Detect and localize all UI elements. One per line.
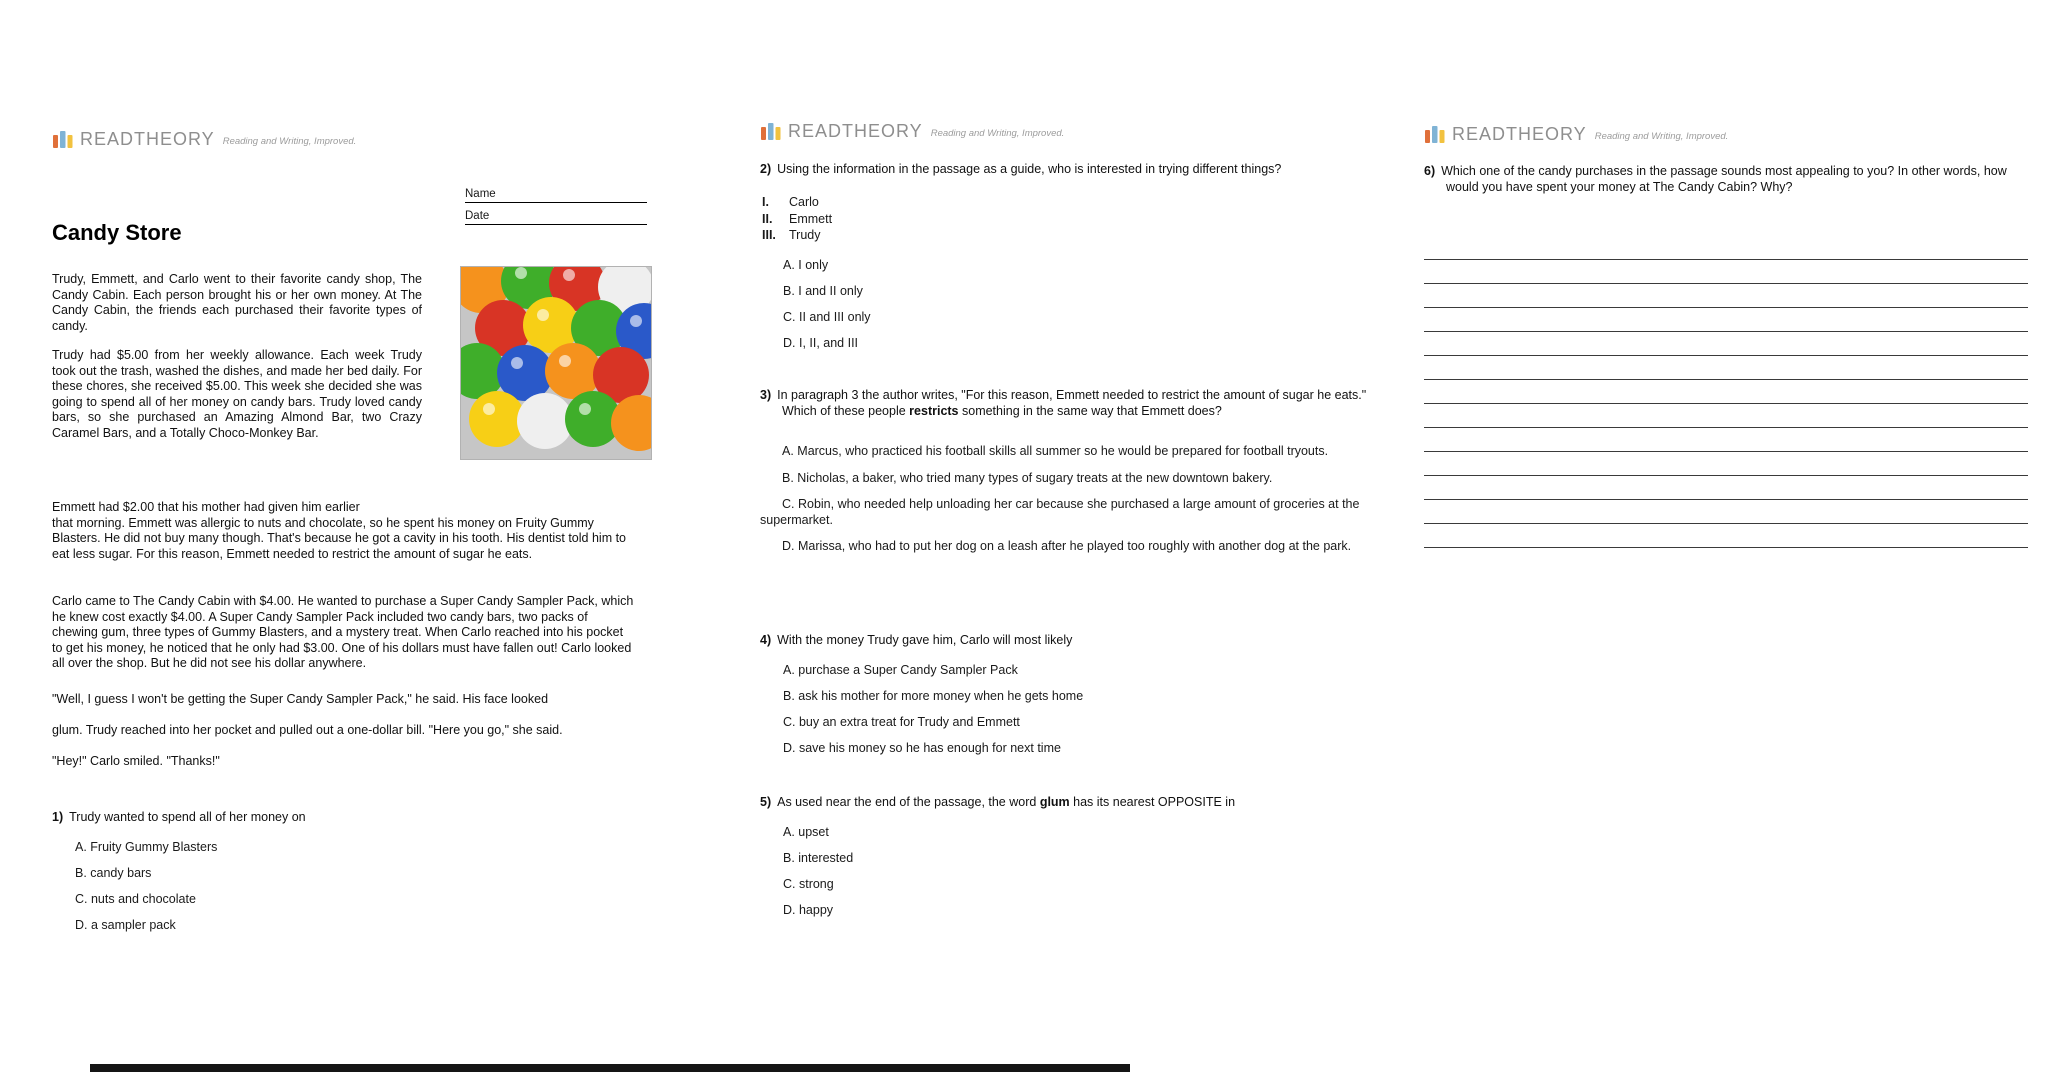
dialogue-line-2: glum. Trudy reached into her pocket and pulled out a one-dollar bill. "Here you go," she said. [52,723,563,737]
question-2-text: Using the information in the passage as a guide, who is interested in trying different things? [777,162,1282,176]
question-1-text: Trudy wanted to spend all of her money on [69,810,306,824]
brand-tagline: Reading and Writing, Improved. [222,135,357,147]
answer-line [1424,476,2028,500]
question-5-text-before: As used near the end of the passage, the word [777,795,1040,809]
answer-line [1424,500,2028,524]
name-field [465,188,647,203]
question-1-number: 1) [52,810,64,824]
brand-tagline: Reading and Writing, Improved. [1594,130,1729,142]
books-icon [760,120,782,142]
paragraph-4: Carlo came to The Candy Cabin with $4.00. He wanted to purchase a Super Candy Sampler Pack, which he knew cost exactly $4.00. A Super Candy Sampler Pack included two candy bars, two packs of chewing gum, three types of Gummy Blasters, and a mystery treat. When Carlo reached into his pocket to get his money, he noticed that he only had $3.00. One of his dollars must have fallen out! Carlo looked all over the shop. But he did not see his dollar anywhere. [52,594,634,671]
answer-line [1424,428,2028,452]
readtheory-logo [760,120,1064,142]
paragraph-2: Trudy had $5.00 from her weekly allowance. Each week Trudy took out the trash, washed the dishes, and made her bed daily. For these chores, she received $5.00. This week she decided she was going to spend all of her money on candy bars. Trudy loved candy bars, so she purchased an Amazing Almond Bar, two Crazy Caramel Bars, and a Totally Choco-Monkey Bar. [52,348,422,440]
answer-line [1424,452,2028,476]
passage-title: Candy Store [52,220,182,245]
question-3-bold-word: restricts [909,403,959,418]
question-2-number: 2) [760,162,772,176]
option-4b: B. ask his mother for more money when he gets home [783,689,1084,703]
option-3a: A. Marcus, who practiced his football skills all summer so he would be prepared for football tryouts. [782,444,1329,458]
option-5b: B. interested [783,851,854,865]
dialogue-line-3: "Hey!" Carlo smiled. "Thanks!" [52,754,220,768]
question-4-options [760,663,1083,767]
question-3-options [760,444,1385,566]
option-3c: C. Robin, who needed help unloading her car because she purchased a large amount of groceries at the supermarket. [760,497,1360,527]
paragraph-3-line1: Emmett had $2.00 that his mother had given him earlier [52,500,360,514]
roman-item-3 [762,227,832,244]
brand-tagline: Reading and Writing, Improved. [930,127,1065,139]
brand-name: READTHEORY [788,120,923,141]
roman-numeral: I. [762,195,769,209]
question-4-number: 4) [760,633,772,647]
option-2b: B. I and II only [783,284,863,298]
question-1 [52,810,642,826]
question-3-text-after: something in the same way that Emmett does? [958,403,1222,418]
readtheory-logo [1424,123,1728,145]
name-label: Name [465,188,496,200]
brand-name: READTHEORY [1452,123,1587,144]
question-4-text: With the money Trudy gave him, Carlo will most likely [777,633,1073,647]
question-1-options [52,840,217,944]
paragraph-3-rest: that morning. Emmett was allergic to nuts and chocolate, so he spent his money on Fruity Gummy Blasters. He did not buy many though. That's because he got a cavity in his tooth. His dentist told him to eat less sugar. For this reason, Emmett needed to restrict the amount of sugar he eats. [52,515,626,561]
answer-line [1424,332,2028,356]
date-field [465,210,647,225]
roman-label: Emmett [789,211,833,226]
paragraph-1: Trudy, Emmett, and Carlo went to their favorite candy shop, The Candy Cabin. Each person brought his or her own money. At The Candy Cabin, the friends each purchased their favorite types of candy. [52,272,422,333]
option-3b: B. Nicholas, a baker, who tried many types of sugary treats at the new downtown bakery. [782,470,1273,485]
gumballs-illustration [461,267,651,459]
paragraph-3 [52,500,632,562]
gumballs-image [460,266,652,460]
option-2d: D. I, II, and III [783,336,859,350]
option-5a: A. upset [783,825,829,839]
roman-label: Trudy [789,228,821,242]
question-6 [1424,164,2016,195]
option-5c: C. strong [783,877,834,891]
bottom-window-edge [90,1064,1130,1072]
dialogue-line-1: "Well, I guess I won't be getting the Super Candy Sampler Pack," he said. His face looked [52,692,549,706]
question-4 [760,633,1400,649]
answer-line [1424,404,2028,428]
roman-numeral: II. [762,211,773,226]
question-2-roman-list [762,194,832,244]
roman-numeral: III. [762,228,776,242]
question-5-options [760,825,853,929]
option-5d: D. happy [783,903,834,917]
question-3 [760,388,1385,419]
option-1c: C. nuts and chocolate [75,892,196,906]
question-6-text: Which one of the candy purchases in the passage sounds most appealing to you? In other words, how would you have spent your money at The Candy Cabin? Why? [1441,164,2007,194]
question-3-text-before: In paragraph 3 the author writes, "For this reason, Emmett needed to restrict the amount of sugar he eats." Which of these people [777,388,1367,418]
question-2 [760,162,1400,178]
question-5-bold-word: glum [1039,795,1070,809]
option-2a: A. I only [783,258,829,272]
date-label: Date [465,210,490,222]
answer-line [1424,308,2028,332]
books-icon [52,128,74,150]
option-4a: A. purchase a Super Candy Sampler Pack [783,663,1018,677]
answer-line [1424,356,2028,380]
roman-label: Carlo [789,195,819,209]
roman-item-2 [762,211,832,228]
answer-line [1424,236,2028,260]
brand-name: READTHEORY [80,128,215,149]
answer-line [1424,524,2028,548]
question-3-number: 3) [760,388,772,402]
answer-line [1424,284,2028,308]
answer-line [1424,380,2028,404]
question-5-text-after: has its nearest OPPOSITE in [1069,795,1236,809]
option-1d: D. a sampler pack [75,918,176,932]
answer-line [1424,260,2028,284]
option-1b: B. candy bars [75,866,152,880]
option-4d: D. save his money so he has enough for next time [783,741,1061,755]
question-5 [760,795,1400,811]
option-1a: A. Fruity Gummy Blasters [75,840,218,854]
option-4c: C. buy an extra treat for Trudy and Emmett [783,715,1020,729]
option-2c: C. II and III only [783,310,871,324]
roman-item-1 [762,194,832,211]
books-icon [1424,123,1446,145]
option-3d: D. Marissa, who had to put her dog on a leash after he played too roughly with another dog at the park. [782,539,1352,553]
question-2-options [760,258,871,362]
answer-lines [1424,236,2028,548]
question-5-number: 5) [760,795,772,809]
readtheory-logo [52,128,356,150]
question-6-number: 6) [1424,164,1436,178]
name-date-block [465,188,647,232]
